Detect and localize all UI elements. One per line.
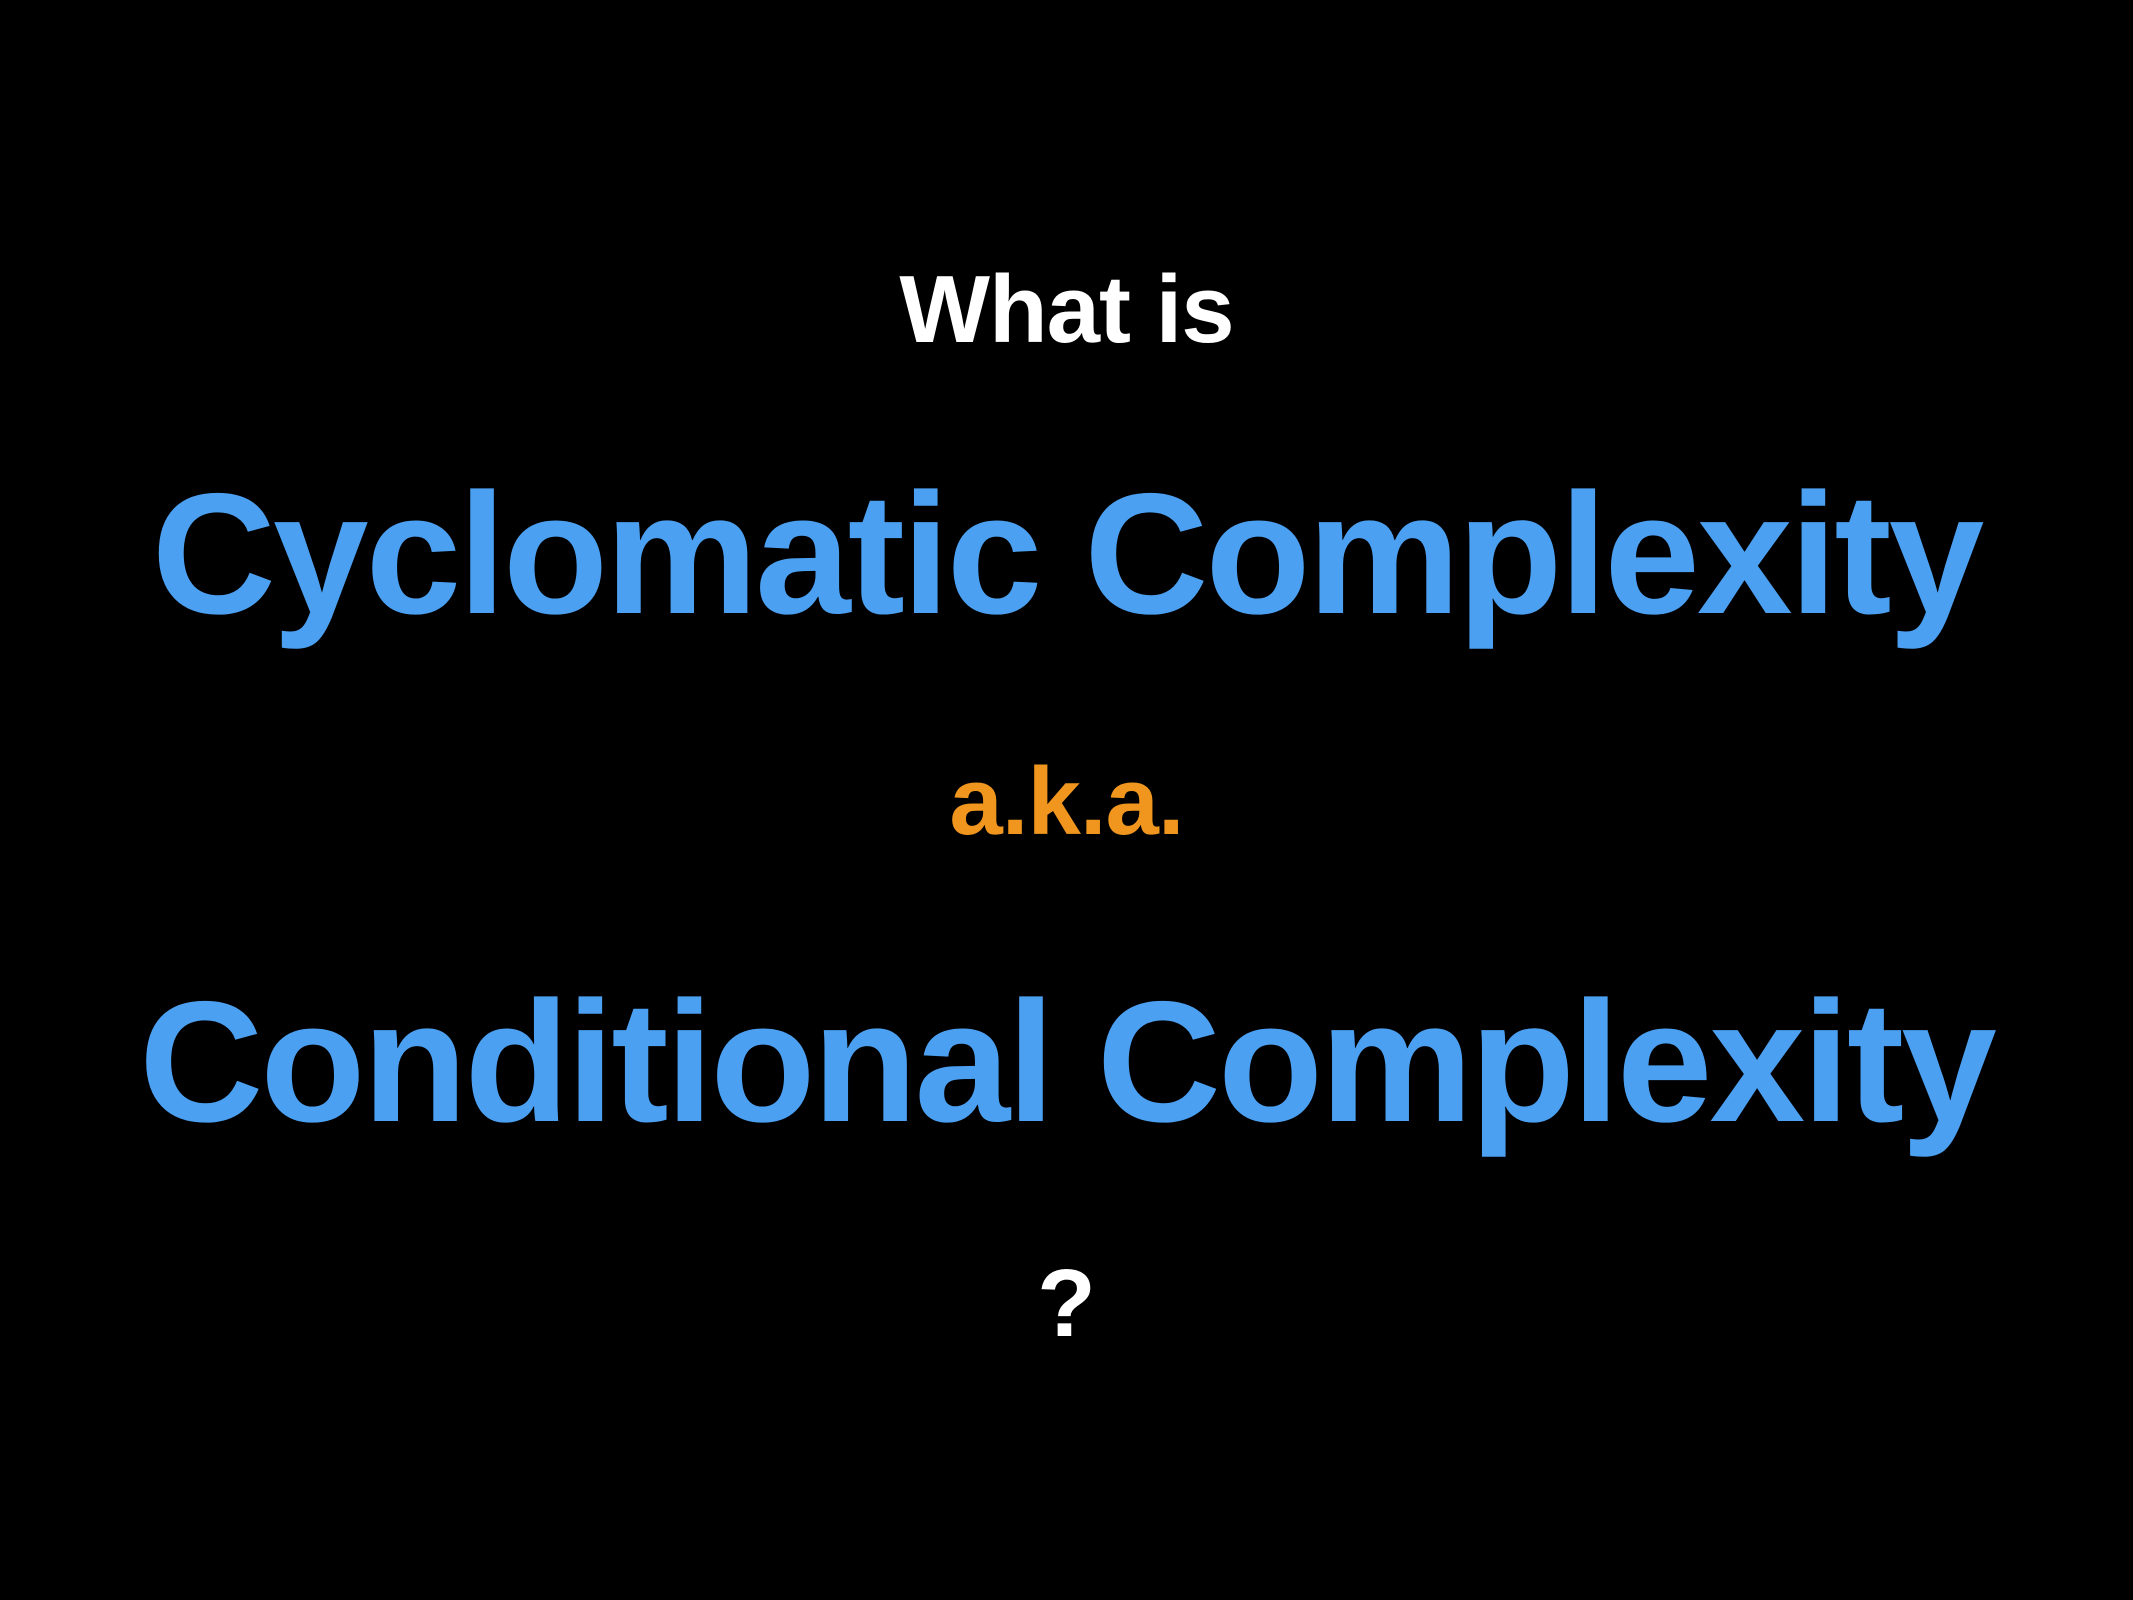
- aka-text: a.k.a.: [949, 748, 1184, 855]
- question-mark: ?: [1037, 1250, 1096, 1357]
- term-cyclomatic-complexity: Cyclomatic Complexity: [151, 458, 1982, 650]
- intro-text: What is: [899, 256, 1234, 363]
- term-conditional-complexity: Conditional Complexity: [139, 966, 1994, 1158]
